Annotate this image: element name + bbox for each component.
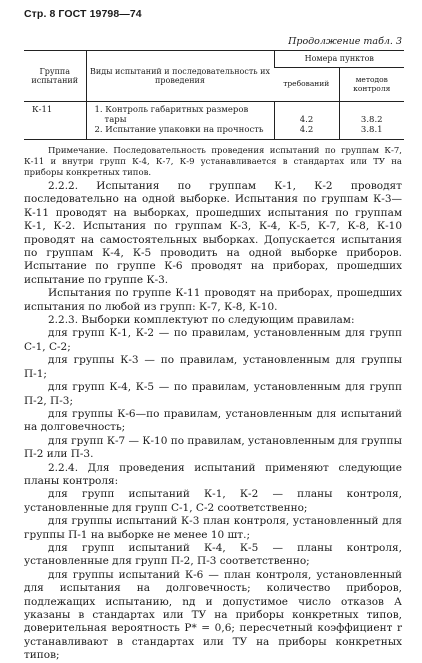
cell-method: 3.8.2 [360, 115, 383, 125]
paragraph: для групп испытаний К-1, К-2 — планы контроля, установленные для групп С-1, С-2 соответственно; [24, 488, 402, 514]
col-header-methods: методов контроля [339, 68, 404, 102]
col-header-item-numbers: Номера пунктов [274, 51, 404, 68]
table-continuation-label: Продолжение табл. 3 [288, 36, 402, 47]
cell-requirement: 4.2 [299, 115, 314, 125]
cell-group: К-11 [24, 102, 86, 140]
cell-requirement: 4.2 [299, 124, 314, 135]
cell-item: 2. Испытание упаковки на прочность [94, 124, 264, 135]
paragraph: 2.2.3. Выборки комплектуют по следующим правилам: [48, 314, 355, 327]
paragraph: для групп К-4, К-5 — по правилам, установленным для групп П-2, П-3; [24, 381, 402, 407]
paragraph: для групп К-1, К-2 — по правилам, установленным для групп С-1, С-2; [24, 327, 402, 353]
page-header: Стр. 8 ГОСТ 19798—74 [24, 8, 142, 20]
col-header-test-types: Виды испытаний и последовательность их проведения [86, 51, 274, 102]
paragraph: Испытания по группе К-11 проводят на приборах, прошедших испытания по любой из групп: К-7, К-8, К-10. [24, 287, 402, 313]
paragraph: для группы К-3 — по правилам, установленным для группы П-1; [24, 354, 402, 380]
paragraph: для группы испытаний К-6 — план контроля, установленный для испытания на долговечность; количество приборов, подлежащих испытанию, nд и допустимое число отказов А указаны в стандартах или ТУ на приборы конкретных типов, доверительная вероятность Р* = 0,6; пересчетный коэффициент r устанавливают в стандартах или ТУ на приборы конкретных типов; [24, 568, 402, 662]
paragraph: для группы К-6—по правилам, установленным для испытаний на долговечность; [24, 407, 402, 434]
paragraph: 2.2.4. Для проведения испытаний применяют следующие планы контроля: [24, 461, 402, 487]
table-row [24, 102, 404, 140]
col-header-requirements: требований [274, 68, 339, 102]
paragraph: для групп К-7 — К-10 по правилам, установленным для группы П-2 или П-3. [24, 434, 403, 461]
paragraph: 2.2.2. Испытания по группам К-1, К-2 проводят последовательно на одной выборке. Испытания по группам К-3—К-11 проводят на выборках, прошедших испытания по группам К-1, К-2. Испытания по группам К-3, К-4, К-5, К-7, К-8, К-10 проводят на самостоятельных выборках. Допускается испытания по группам К-4, К-5 проводить на одной выборке приборов. Испытание по группе К-6 проводят на приборах, прошедших испытание по группе К-3. [24, 180, 402, 286]
table-note: Примечание. Последовательность проведения испытаний по группам К-7, К-11 и внутри групп К-4, К-7, К-9 устанавливается в стандартах или ТУ на приборы конкретных типов. [24, 146, 402, 178]
col-header-group: Группа испытаний [24, 51, 86, 102]
paragraph: для групп испытаний К-4, К-5 — планы контроля, установленные для групп П-2, П-3 соответственно; [24, 541, 402, 568]
cell-item: 1. Контроль габаритных размеров тары [94, 105, 249, 125]
test-table [24, 50, 404, 140]
paragraph: для группы испытаний К-3 план контроля, установленный для группы П-1 на выборке не менее 10 шт.; [24, 515, 402, 541]
cell-method: 3.8.1 [360, 124, 383, 135]
body-text [24, 180, 402, 663]
